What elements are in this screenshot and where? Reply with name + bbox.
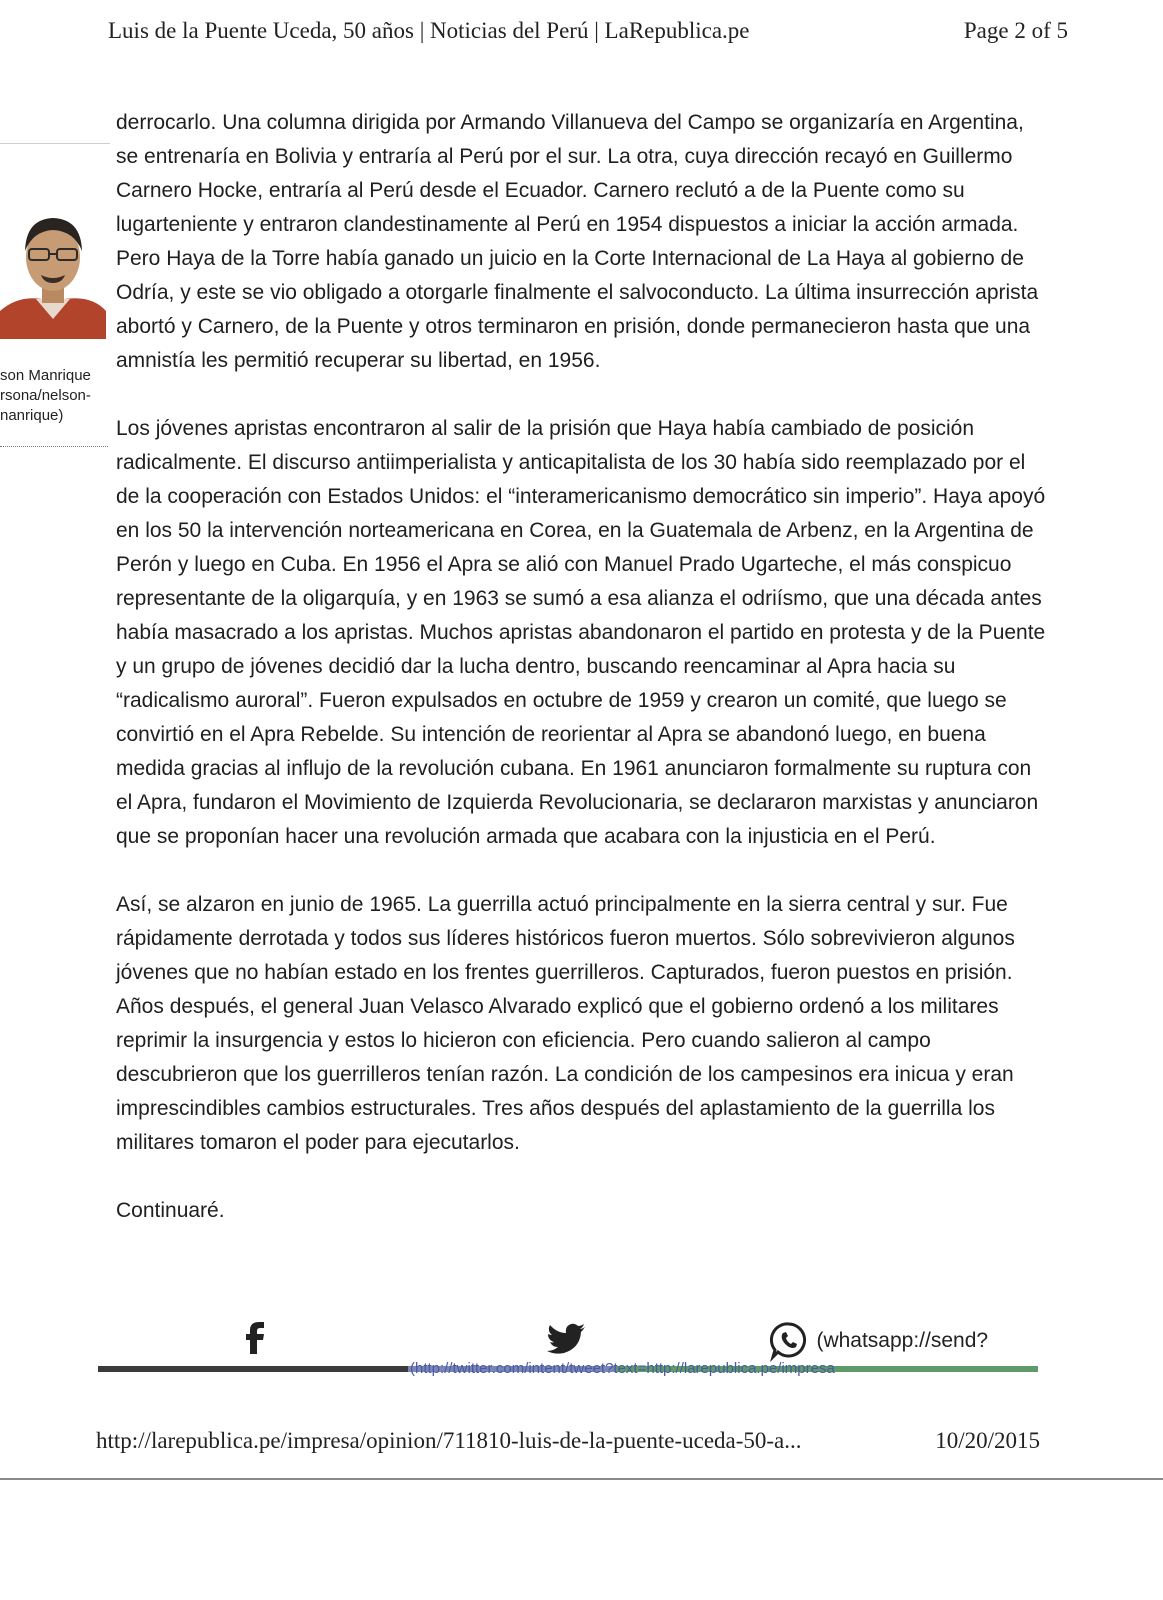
print-footer-date: 10/20/2015 bbox=[935, 1428, 1040, 1453]
print-footer bbox=[96, 1428, 1040, 1460]
author-caption[interactable] bbox=[0, 366, 108, 426]
author-portrait-image bbox=[0, 199, 106, 339]
whatsapp-share-button[interactable] bbox=[770, 1322, 988, 1362]
print-page-number: Page 2 of 5 bbox=[963, 18, 1068, 43]
twitter-share-button[interactable] bbox=[547, 1324, 585, 1359]
print-header bbox=[108, 18, 1068, 54]
author-caption-line: son Manrique bbox=[0, 367, 91, 384]
article-body bbox=[116, 106, 1046, 1228]
article-paragraph: Así, se alzaron en junio de 1965. La guerrilla actuó principalmente en la sierra central y sur. Fue rápidamente derrotada y todos sus líderes históricos fueron muertos. Sólo sobrevivieron algunos jóvenes que no habían estado en los frentes guerrilleros. Capturados, fueron puestos en prisión. Años después, el general Juan Velasco Alvarado explicó que el gobierno ordenó a los militares reprimir la insurgencia y estos lo hicieron con eficiencia. Pero cuando salieron al campo descubrieron que los guerrilleros tenían razón. La condición de los campesinos era inicua y eran imprescindibles cambios estructurales. Tres años después del aplastamiento de la guerrilla los militares tomaron el poder para ejecutarlos. bbox=[116, 893, 1015, 1154]
whatsapp-share-link[interactable]: (whatsapp://send? bbox=[816, 1329, 989, 1352]
whatsapp-icon bbox=[770, 1322, 808, 1360]
sidebar-divider-top bbox=[0, 143, 110, 144]
print-header-title: Luis de la Puente Uceda, 50 años | Noticias del Perú | LaRepublica.pe bbox=[108, 18, 750, 43]
facebook-share-button[interactable] bbox=[240, 1322, 270, 1359]
twitter-share-link[interactable] bbox=[410, 1360, 1038, 1377]
article-closing: Continuaré. bbox=[116, 1199, 225, 1222]
facebook-icon bbox=[240, 1322, 270, 1354]
article-paragraph: Los jóvenes apristas encontraron al salir de la prisión que Haya había cambiado de posición radicalmente. El discurso antiimperialista y anticapitalista de los 30 había sido reemplazado por el de la cooperación con Estados Unidos: el “interamericanismo democrático sin imperio”. Haya apoyó en los 50 la intervención norteamericana en Corea, en la Guatemala de Arbenz, en la Argentina de Perón y luego en Cuba. En 1956 el Apra se alió con Manuel Prado Ugarteche, el más conspicuo representante de la oligarquía, y en 1963 se sumó a esa alianza el odriísmo, que una década antes había masacrado a los apristas. Muchos apristas abandonaron el partido en protesta y de la Puente y un grupo de jóvenes decidió dar la lucha dentro, buscando reencaminar al Apra hacia su “radicalismo auroral”. Fueron expulsados en octubre de 1959 y crearon un comité, que luego se convirtió en el Apra Rebelde. Su intención de reorientar al Apra se abandonó luego, en buena medida gracias al influjo de la revolución cubana. En 1961 anunciaron formalmente su ruptura con el Apra, fundaron el Movimiento de Izquierda Revolucionaria, se declararon marxistas y anunciaron que se proponían hacer una revolución armada que acabara con la injusticia en el Perú. bbox=[116, 417, 1046, 848]
article-paragraph: derrocarlo. Una columna dirigida por Armando Villanueva del Campo se organizaría en Argentina, se entrenaría en Bolivia y entraría al Perú por el sur. La otra, cuya dirección recayó en Guillermo Carnero Hocke, entraría al Perú desde el Ecuador. Carnero reclutó a de la Puente como su lugarteniente y entraron clandestinamente al Perú en 1954 dispuestos a iniciar la acción armada. Pero Haya de la Torre había ganado un juicio en la Corte Internacional de La Haya al gobierno de Odría, y este se vio obligado a otorgarle finalmente el salvoconducto. La última insurrección aprista abortó y Carnero, de la Puente y otros terminaron en prisión, donde permanecieron hasta que una amnistía les permitió recuperar su libertad, en 1956. bbox=[116, 111, 1039, 372]
twitter-share-link-text: (http://twitter.com/intent/tweet?text=http://larepublica.pe/impresa bbox=[410, 1360, 835, 1377]
print-footer-url: http://larepublica.pe/impresa/opinion/711810-luis-de-la-puente-uceda-50-a... bbox=[96, 1428, 802, 1453]
author-caption-line: nanrique) bbox=[0, 407, 64, 424]
author-caption-line: rsona/nelson- bbox=[0, 387, 91, 404]
twitter-icon bbox=[547, 1324, 585, 1354]
author-avatar[interactable] bbox=[0, 199, 106, 339]
scan-edge-line bbox=[0, 1478, 1163, 1480]
sidebar-divider-bottom bbox=[0, 446, 108, 447]
